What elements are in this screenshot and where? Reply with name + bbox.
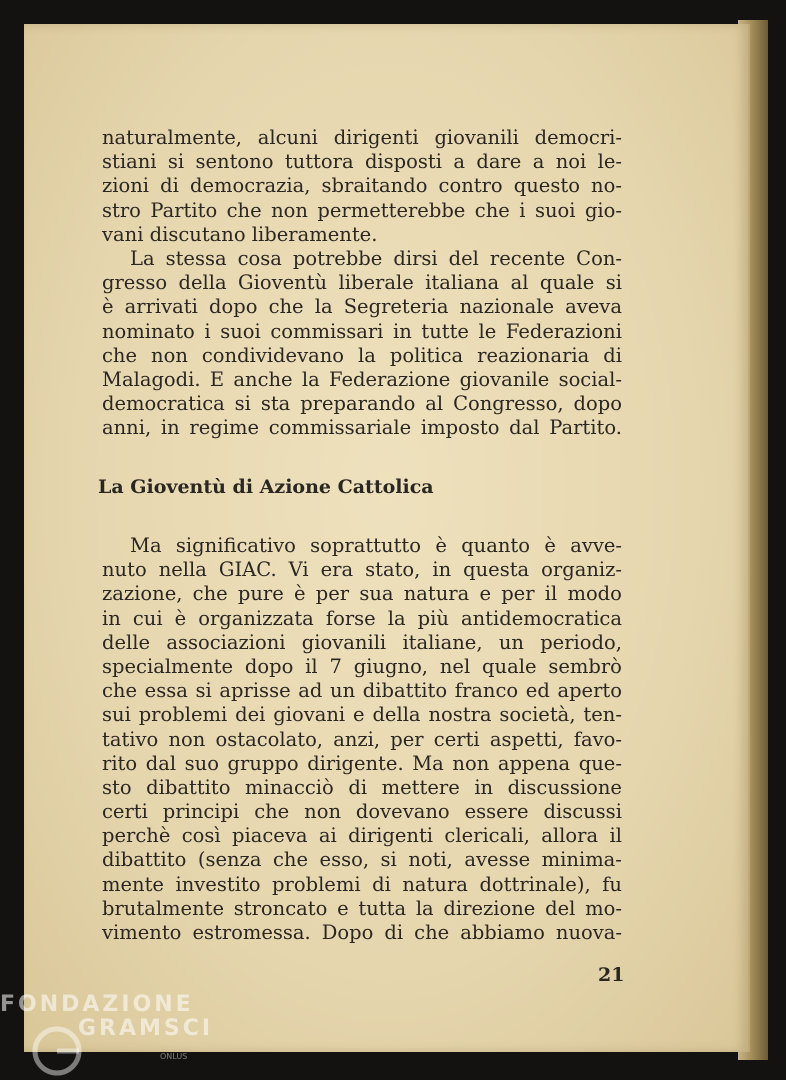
paragraph-1 <box>102 126 622 247</box>
text-line: brutalmente stroncato e tutta la direzione del mo- <box>102 896 622 920</box>
section-heading: La Gioventù di Azione Cattolica <box>98 476 434 498</box>
watermark-line-2: GRAMSCI <box>78 1016 214 1041</box>
text-line: Malagodi. E anche la Federazione giovanile social- <box>102 367 622 391</box>
page-number: 21 <box>598 964 625 986</box>
paragraph-2 <box>102 247 622 441</box>
text-line: certi principi che non dovevano essere discussi <box>102 800 622 824</box>
text-line: stro Partito che non permetterebbe che i suoi gio- <box>102 198 622 222</box>
text-line: La stessa cosa potrebbe dirsi del recente Con- <box>130 247 622 270</box>
text-line: gresso della Gioventù liberale italiana al quale si <box>102 271 622 295</box>
text-line: stiani si sentono tuttora disposti a dare a noi le- <box>102 150 622 174</box>
text-line: Ma significativo soprattutto è quanto è avve- <box>130 534 622 557</box>
text-line: delle associazioni giovanili italiane, un periodo, <box>102 630 622 654</box>
text-line: che essa si aprisse ad un dibattito franco ed aperto <box>102 679 622 703</box>
text-line: è arrivati dopo che la Segreteria nazionale aveva <box>102 295 622 319</box>
text-line: che non condividevano la politica reazionaria di <box>102 343 622 367</box>
text-line: zazione, che pure è per sua natura e per il modo <box>102 582 622 606</box>
text-line: nuto nella GIAC. Vi era stato, in questa organiz- <box>102 558 622 582</box>
text-line: specialmente dopo il 7 giugno, nel quale sembrò <box>102 654 622 678</box>
text-line: naturalmente, alcuni dirigenti giovanili democri- <box>102 126 622 149</box>
text-line: sto dibattito minacciò di mettere in discussione <box>102 775 622 799</box>
text-line: vimento estromessa. Dopo di che abbiamo nuova- <box>102 921 622 944</box>
watermark-line-1: FONDAZIONE <box>0 992 194 1017</box>
text-line: anni, in regime commissariale imposto dal Partito. <box>102 416 622 440</box>
text-line: democratica si sta preparando al Congresso, dopo <box>102 392 622 416</box>
text-line: nominato i suoi commissari in tutte le Federazioni <box>102 319 622 343</box>
text-line: perchè così piaceva ai dirigenti clericali, allora il <box>102 824 622 848</box>
text-line: tativo non ostacolato, anzi, per certi aspetti, favo- <box>102 727 622 751</box>
watermark-logo-icon <box>30 1024 84 1078</box>
text-line: rito dal suo gruppo dirigente. Ma non appena que- <box>102 751 622 775</box>
watermark-onlus: ONLUS <box>160 1052 188 1061</box>
text-line: in cui è organizzata forse la più antidemocratica <box>102 606 622 630</box>
text-line: vani discutano liberamente. <box>102 222 378 246</box>
text-line: sui problemi dei giovani e della nostra società, ten- <box>102 703 622 727</box>
text-line: mente investito problemi di natura dottrinale), fu <box>102 872 622 896</box>
text-line: zioni di democrazia, sbraitando contro questo no- <box>102 174 622 198</box>
text-line: dibattito (senza che esso, si noti, avesse minima- <box>102 848 622 872</box>
paragraph-3 <box>102 534 622 945</box>
